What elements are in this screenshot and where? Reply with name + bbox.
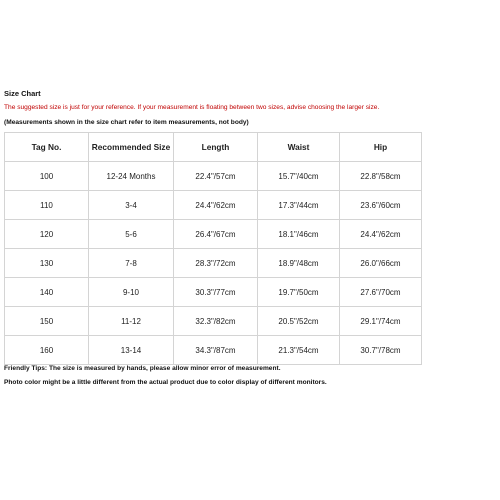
cell-waist: 19.7"/50cm	[258, 278, 340, 307]
cell-hip: 22.8"/58cm	[340, 162, 422, 191]
table-row	[5, 278, 422, 307]
header-tag-no: Tag No.	[5, 133, 89, 162]
cell-waist: 20.5"/52cm	[258, 307, 340, 336]
cell-hip: 27.6"/70cm	[340, 278, 422, 307]
cell-recommended-size: 11-12	[89, 307, 174, 336]
color-disclaimer: Photo color might be a little different from the actual product due to color display of different monitors.	[4, 379, 327, 386]
cell-length: 24.4"/62cm	[174, 191, 258, 220]
cell-waist: 18.1"/46cm	[258, 220, 340, 249]
table-row	[5, 249, 422, 278]
table-header-row	[5, 133, 422, 162]
cell-tag-no: 150	[5, 307, 89, 336]
size-chart-title: Size Chart	[4, 89, 41, 98]
cell-hip: 29.1"/74cm	[340, 307, 422, 336]
size-advice-note: The suggested size is just for your reference. If your measurement is floating between two sizes, advise choosing the larger size.	[4, 104, 380, 111]
cell-hip: 26.0"/66cm	[340, 249, 422, 278]
cell-hip: 24.4"/62cm	[340, 220, 422, 249]
cell-waist: 17.3"/44cm	[258, 191, 340, 220]
cell-recommended-size: 12-24 Months	[89, 162, 174, 191]
cell-length: 22.4"/57cm	[174, 162, 258, 191]
cell-waist: 15.7"/40cm	[258, 162, 340, 191]
cell-tag-no: 160	[5, 336, 89, 365]
cell-tag-no: 140	[5, 278, 89, 307]
header-hip: Hip	[340, 133, 422, 162]
cell-length: 28.3"/72cm	[174, 249, 258, 278]
header-length: Length	[174, 133, 258, 162]
cell-recommended-size: 3-4	[89, 191, 174, 220]
cell-waist: 18.9"/48cm	[258, 249, 340, 278]
table-row	[5, 191, 422, 220]
cell-tag-no: 130	[5, 249, 89, 278]
cell-recommended-size: 7-8	[89, 249, 174, 278]
cell-length: 32.3"/82cm	[174, 307, 258, 336]
cell-recommended-size: 13-14	[89, 336, 174, 365]
table-row	[5, 307, 422, 336]
cell-waist: 21.3"/54cm	[258, 336, 340, 365]
cell-length: 30.3"/77cm	[174, 278, 258, 307]
cell-hip: 23.6"/60cm	[340, 191, 422, 220]
cell-recommended-size: 9-10	[89, 278, 174, 307]
cell-hip: 30.7"/78cm	[340, 336, 422, 365]
table-row	[5, 336, 422, 365]
cell-tag-no: 110	[5, 191, 89, 220]
cell-length: 26.4"/67cm	[174, 220, 258, 249]
size-table	[4, 132, 422, 365]
header-waist: Waist	[258, 133, 340, 162]
friendly-tips: Friendly Tips: The size is measured by hands, please allow minor error of measurement.	[4, 365, 281, 372]
measurement-note: (Measurements shown in the size chart refer to item measurements, not body)	[4, 119, 249, 126]
table-row	[5, 220, 422, 249]
cell-recommended-size: 5-6	[89, 220, 174, 249]
table-row	[5, 162, 422, 191]
header-recommended-size: Recommended Size	[89, 133, 174, 162]
cell-length: 34.3"/87cm	[174, 336, 258, 365]
cell-tag-no: 100	[5, 162, 89, 191]
cell-tag-no: 120	[5, 220, 89, 249]
